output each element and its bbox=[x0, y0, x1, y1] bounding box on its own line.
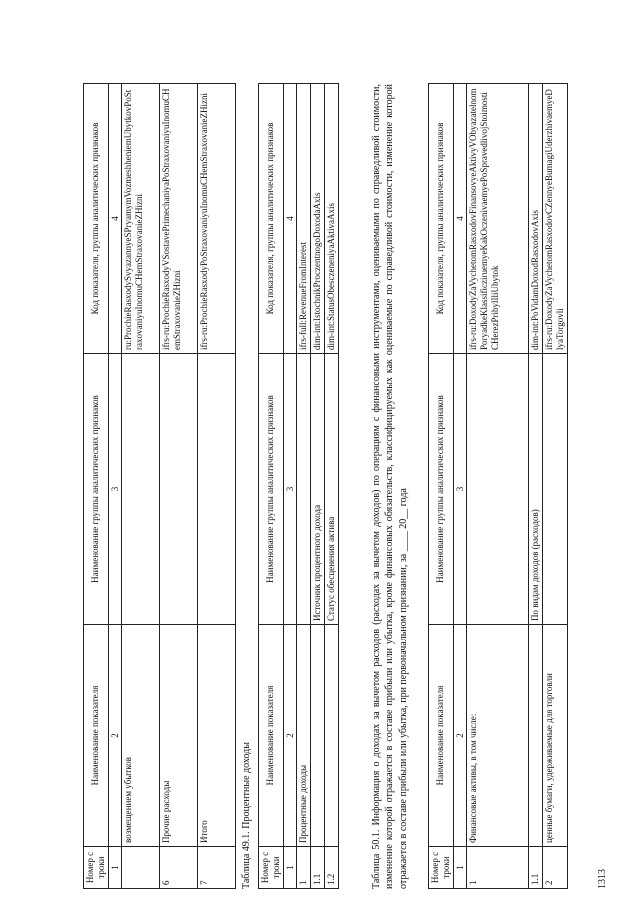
indicator-code: dim-int:PoVidamDoxodRasxodovAxis bbox=[529, 84, 543, 354]
indicator-name: Прочие расходы bbox=[160, 625, 198, 847]
table-caption: Таблица 49.1. Процентные доходы bbox=[241, 742, 252, 889]
col-number: 1 bbox=[283, 847, 297, 889]
indicator-code: dim-int:IstochnikProczentnogoDoxodaAxis bbox=[311, 84, 325, 354]
row-number: 1.1 bbox=[529, 847, 543, 889]
row-number: 7 bbox=[198, 847, 236, 889]
table-column-numbers bbox=[108, 84, 122, 889]
table-column-numbers bbox=[283, 84, 297, 889]
indicator-name bbox=[324, 625, 338, 847]
indicator-name: Финансовые активы, в том числе: bbox=[467, 625, 529, 847]
header-indicator-name: Наименование показателя bbox=[429, 625, 454, 847]
col-number: 4 bbox=[283, 84, 297, 354]
row-number bbox=[122, 847, 160, 889]
col-number: 2 bbox=[108, 625, 122, 847]
indicator-code: ru:ProchieRasxodySvyazannyeSPryamymVozmeshheniemUbytkovPoStraxovaniyuInomuCHemStraxovanieZHizni bbox=[122, 84, 160, 354]
header-indicator-name: Наименование показателя bbox=[84, 625, 109, 847]
col-number: 3 bbox=[453, 354, 467, 625]
indicator-code: ifrs-ru:ProchieRasxodyPoStraxovaniyuInomuCHemStraxovanieZHizni bbox=[198, 84, 236, 354]
table-financial-instruments-income bbox=[428, 83, 568, 889]
indicator-code: ifrs-ru:DoxodyZaVychetomRasxodovCZennyeBumagiUderzhivaemyeDlyaTorgovli bbox=[543, 84, 568, 354]
header-group-name: Наименование группы аналитических признаков bbox=[84, 354, 109, 625]
header-code: Код показателя, группы аналитических признаков bbox=[84, 84, 109, 354]
indicator-code: ifrs-ru:ProchieRasxodyVSostavePrimechaniyaPoStraxovaniyuInomuCHemStraxovanieZHizni bbox=[160, 84, 198, 354]
table-header-row bbox=[259, 84, 284, 889]
col-number: 3 bbox=[283, 354, 297, 625]
table-other-expenses bbox=[83, 83, 236, 889]
row-number: 2 bbox=[543, 847, 568, 889]
col-number: 3 bbox=[108, 354, 122, 625]
indicator-code: dim-int:StatusObesczeneniyaAktivaAxis bbox=[324, 84, 338, 354]
col-number: 4 bbox=[108, 84, 122, 354]
table-row bbox=[297, 84, 311, 889]
header-row-number: Номер строки bbox=[259, 847, 284, 889]
indicator-code: ifrs-ru:DoxodyZaVychetomRasxodovFinansovyeAktivyVObyazatelnomPoryadkeKlassificziruemyeKakOczenivaemyePoSpravedlivojStoimostiCHerezPribylIliUbytok bbox=[467, 84, 529, 354]
table-row bbox=[160, 84, 198, 889]
table-interest-income bbox=[258, 83, 339, 889]
indicator-name: Процентные доходы bbox=[297, 625, 311, 847]
group-name bbox=[122, 354, 160, 625]
row-number: 1.2 bbox=[324, 847, 338, 889]
header-code: Код показателя, группы аналитических признаков bbox=[259, 84, 284, 354]
group-name: Статус обесценения актива bbox=[324, 354, 338, 625]
indicator-name: ценные бумаги, удерживаемые для торговли bbox=[543, 625, 568, 847]
col-number: 4 bbox=[453, 84, 467, 354]
header-group-name: Наименование группы аналитических признаков bbox=[429, 354, 454, 625]
col-number: 1 bbox=[108, 847, 122, 889]
header-indicator-name: Наименование показателя bbox=[259, 625, 284, 847]
col-number: 1 bbox=[453, 847, 467, 889]
group-name bbox=[198, 354, 236, 625]
indicator-code: ifrs-full:RevenueFromInterest bbox=[297, 84, 311, 354]
table-row bbox=[543, 84, 568, 889]
indicator-name: Итого bbox=[198, 625, 236, 847]
table-row bbox=[467, 84, 529, 889]
indicator-name: возмещением убытков bbox=[122, 625, 160, 847]
table-header-row bbox=[84, 84, 109, 889]
indicator-name bbox=[311, 625, 325, 847]
table-row bbox=[122, 84, 160, 889]
group-name: По видам доходов (расходов) bbox=[529, 354, 543, 625]
col-number: 2 bbox=[283, 625, 297, 847]
row-number: 1.1 bbox=[311, 847, 325, 889]
group-name bbox=[543, 354, 568, 625]
page-number: 1313 bbox=[597, 869, 608, 889]
table-row bbox=[311, 84, 325, 889]
row-number: 6 bbox=[160, 847, 198, 889]
header-row-number: Номер строки bbox=[84, 847, 109, 889]
indicator-name bbox=[529, 625, 543, 847]
header-row-number: Номер строки bbox=[429, 847, 454, 889]
table-row bbox=[529, 84, 543, 889]
group-name bbox=[467, 354, 529, 625]
group-name bbox=[160, 354, 198, 625]
header-code: Код показателя, группы аналитических признаков bbox=[429, 84, 454, 354]
row-number: 1 bbox=[297, 847, 311, 889]
table-row bbox=[324, 84, 338, 889]
group-name bbox=[297, 354, 311, 625]
header-group-name: Наименование группы аналитических признаков bbox=[259, 354, 284, 625]
table-row bbox=[198, 84, 236, 889]
table-column-numbers bbox=[453, 84, 467, 889]
table-header-row bbox=[429, 84, 454, 889]
group-name: Источник процентного дохода bbox=[311, 354, 325, 625]
col-number: 2 bbox=[453, 625, 467, 847]
row-number: 1 bbox=[467, 847, 529, 889]
table-50-1-description: Таблица 50.1. Информация о доходах за вычетом расходов (расходах за вычетом доходов) по операциям с финансовыми инструментами, оцениваемыми по справедливой стоимости, изменение которой отражается в составе прибыли или убытка, кроме финансовых обязательств, классифицируемых как оцениваемые по справедливой стоимости, изменение которой отражается в составе прибыли или убытка, при первоначальном признании, за ____ 20__ года bbox=[371, 84, 409, 889]
